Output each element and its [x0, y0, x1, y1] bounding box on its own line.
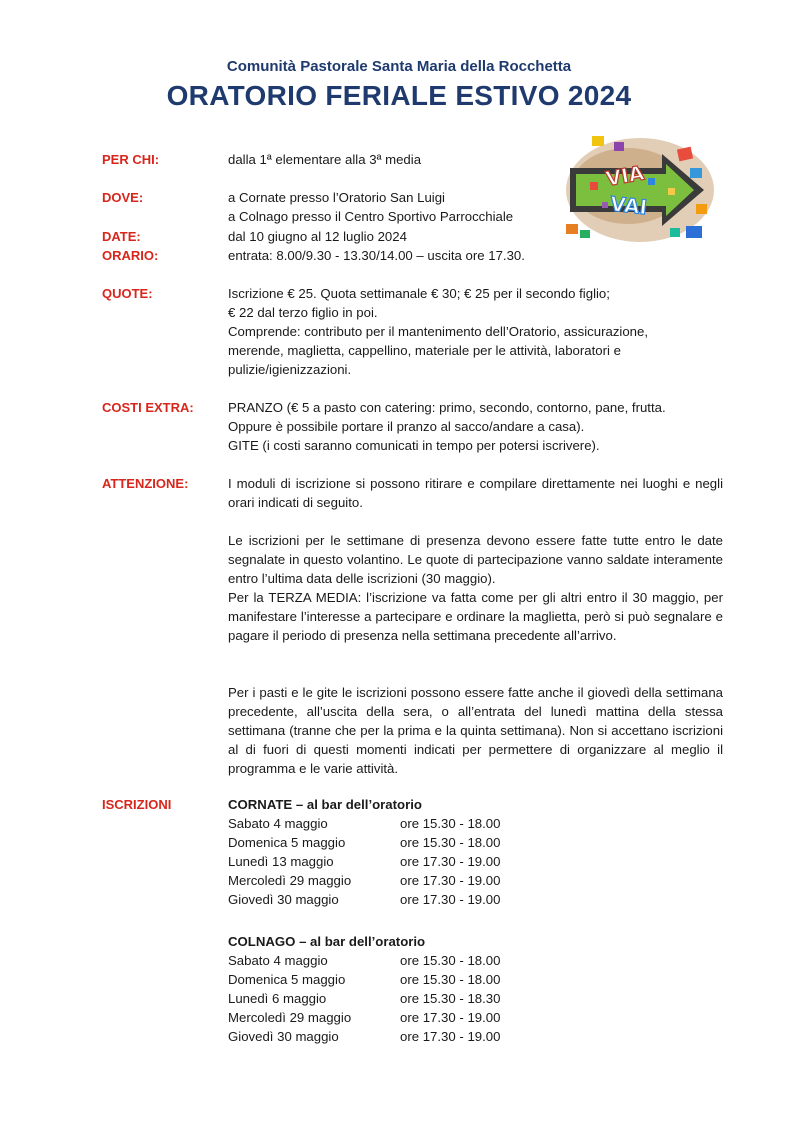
schedule-time: ore 17.30 - 19.00 — [400, 1010, 501, 1025]
table-row — [228, 833, 723, 852]
date-label: DATE: — [102, 229, 141, 244]
dove-line-1: a Cornate presso l’Oratorio San Luigi — [228, 190, 445, 205]
schedule-time: ore 17.30 - 19.00 — [400, 873, 501, 888]
schedule-time: ore 15.30 - 18.00 — [400, 953, 501, 968]
colnago-schedule — [228, 932, 723, 1046]
costi-extra-line: GITE (i costi saranno comunicati in tempo per potersi iscrivere). — [228, 438, 600, 453]
schedule-day: Lunedì 13 maggio — [228, 854, 334, 869]
per-chi-text: dalla 1ª elementare alla 3ª media — [228, 152, 422, 167]
attenzione-p2 — [228, 531, 723, 645]
table-row — [228, 951, 723, 970]
table-row — [228, 852, 723, 871]
table-row — [228, 970, 723, 989]
iscrizioni-label: ISCRIZIONI — [102, 797, 172, 812]
table-row — [228, 871, 723, 890]
per-chi-label: PER CHI: — [102, 152, 160, 167]
orario-text: entrata: 8.00/9.30 - 13.30/14.00 – uscita ore 17.30. — [228, 248, 525, 263]
schedule-day: Domenica 5 maggio — [228, 835, 346, 850]
table-row — [228, 1027, 723, 1046]
logo-text-via: VIA — [603, 160, 646, 191]
quote-text — [228, 284, 723, 379]
schedule-day: Lunedì 6 maggio — [228, 991, 327, 1006]
costi-extra-text — [228, 398, 723, 455]
cornate-schedule — [228, 795, 723, 909]
schedule-time: ore 15.30 - 18.30 — [400, 991, 501, 1006]
schedule-time: ore 15.30 - 18.00 — [400, 972, 501, 987]
quote-line: € 22 dal terzo figlio in poi. — [228, 305, 378, 320]
costi-extra-label: COSTI EXTRA: — [102, 400, 194, 415]
attenzione-label: ATTENZIONE: — [102, 476, 189, 491]
table-row — [228, 890, 723, 909]
schedule-time: ore 15.30 - 18.00 — [400, 816, 501, 831]
schedule-day: Sabato 4 maggio — [228, 953, 328, 968]
schedule-day: Giovedì 30 maggio — [228, 892, 339, 907]
costi-extra-line: PRANZO (€ 5 a pasto con catering: primo, secondo, contorno, pane, frutta. — [228, 400, 666, 415]
attenzione-p3: Per i pasti e le gite le iscrizioni possono essere fatte anche il giovedì della settimana precedente, all’uscita della sera, o all’entrata del lunedì mattina della stessa settimana (tranne che per la prima e la quinta settimana). Non si accettano iscrizioni al di fuori di questi momenti indicati per permettere di organizzare al meglio il programma e le varie attività. — [228, 685, 723, 776]
quote-label: QUOTE: — [102, 286, 153, 301]
schedule-day: Sabato 4 maggio — [228, 816, 328, 831]
quote-line: Iscrizione € 25. Quota settimanale € 30; € 25 per il secondo figlio; — [228, 286, 610, 301]
attenzione-p1: I moduli di iscrizione si possono ritirare e compilare direttamente nei luoghi e negli orari indicati di seguito. — [228, 476, 723, 510]
schedule-day: Domenica 5 maggio — [228, 972, 346, 987]
attenzione-p2a: Le iscrizioni per le settimane di presenza devono essere fatte tutte entro le date segnalate in questo volantino. Le quote di partecipazione vanno saldate interamente entro l’ultima data delle iscrizioni (30 maggio). — [228, 533, 723, 586]
schedule-time: ore 15.30 - 18.00 — [400, 835, 501, 850]
schedule-time: ore 17.30 - 19.00 — [400, 1029, 501, 1044]
costi-extra-line: Oppure è possibile portare il pranzo al sacco/andare a casa). — [228, 419, 585, 434]
date-text: dal 10 giugno al 12 luglio 2024 — [228, 229, 407, 244]
schedule-day: Mercoledì 29 maggio — [228, 1010, 352, 1025]
orario-label: ORARIO: — [102, 248, 159, 263]
table-row — [228, 1008, 723, 1027]
quote-line: pulizie/igienizzazioni. — [228, 362, 352, 377]
dove-label: DOVE: — [102, 190, 144, 205]
table-row — [228, 814, 723, 833]
dove-text — [228, 188, 723, 226]
schedule-time: ore 17.30 - 19.00 — [400, 854, 501, 869]
cornate-title: CORNATE – al bar dell’oratorio — [228, 797, 422, 812]
colnago-title: COLNAGO – al bar dell’oratorio — [228, 934, 426, 949]
logo-text-vai: VAI — [608, 191, 649, 220]
table-row — [228, 989, 723, 1008]
quote-line: Comprende: contributo per il mantenimento dell’Oratorio, assicurazione, — [228, 324, 649, 339]
dove-line-2: a Colnago presso il Centro Sportivo Parrocchiale — [228, 209, 514, 224]
schedule-day: Giovedì 30 maggio — [228, 1029, 339, 1044]
schedule-day: Mercoledì 29 maggio — [228, 873, 352, 888]
schedule-time: ore 17.30 - 19.00 — [400, 892, 501, 907]
page-title: ORATORIO FERIALE ESTIVO 2024 — [166, 80, 632, 111]
community-name: Comunità Pastorale Santa Maria della Rocchetta — [226, 58, 572, 75]
quote-line: merende, maglietta, cappellino, materiale per le attività, laboratori e — [228, 343, 621, 358]
attenzione-p2b: Per la TERZA MEDIA: l’iscrizione va fatta come per gli altri entro il 30 maggio, per manifestare l’interesse a partecipare e ordinare la maglietta, però si può segnalare e pagare il periodo di presenza nella settimana precedente all’arrivo. — [228, 590, 723, 643]
